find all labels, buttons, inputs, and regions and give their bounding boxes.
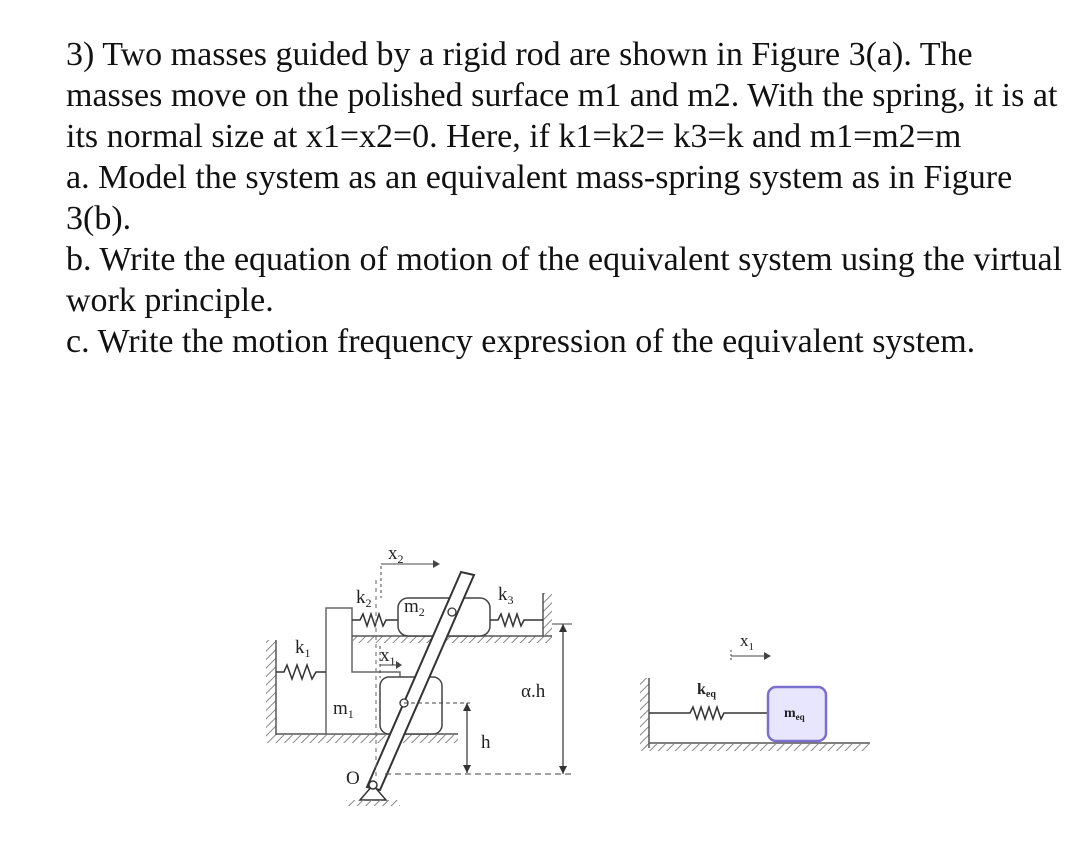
- k1-sub: 1: [304, 646, 311, 660]
- x2-label: x: [388, 543, 398, 564]
- x1-sub: 1: [389, 654, 396, 668]
- k2-label: k: [356, 587, 366, 608]
- m2-label: m: [404, 596, 419, 617]
- keq-sub: eq: [705, 689, 716, 700]
- h-label: h: [481, 732, 491, 753]
- pivot-label: O: [346, 768, 360, 789]
- figure-3b: [640, 631, 870, 751]
- right-wall: [543, 593, 552, 636]
- spring-keq: [649, 707, 768, 719]
- pivot-ground: [346, 800, 400, 806]
- problem-part-a: a. Model the system as an equivalent mass-spring system as in Figure 3(b).: [66, 159, 1013, 237]
- bottom-ground: [266, 735, 458, 743]
- svg-text:x1: [380, 645, 396, 668]
- x2-sub: 2: [397, 552, 404, 566]
- pivot-pin: [369, 781, 377, 789]
- eq-ground: [640, 744, 870, 751]
- meq-sub: eq: [795, 712, 805, 722]
- problem-intro: 3) Two masses guided by a rigid rod are shown in Figure 3(a). The masses move on the polished surface m1 and m2. With the spring, it is at its normal size at x1=x2=0. Here, if k1=k2= k3=k and m1=m2=m: [66, 36, 1058, 155]
- m2-sub: 2: [418, 605, 425, 619]
- k1-label: k: [295, 637, 305, 658]
- svg-text:keq: [697, 681, 716, 700]
- svg-text:x2: [388, 543, 404, 566]
- spring-k1: [276, 665, 326, 679]
- rod-pin-m2: [448, 608, 456, 616]
- figure-3a: [266, 543, 572, 806]
- spring-k3: [490, 614, 543, 626]
- svg-text:k2: [356, 587, 372, 610]
- spring-k2: [352, 614, 398, 626]
- svg-text:x1: [740, 631, 754, 653]
- eq-wall: [640, 678, 649, 748]
- x1-label: x: [380, 645, 390, 666]
- left-wall: [266, 640, 276, 735]
- meq-label: m: [784, 706, 796, 721]
- eq-x1-sub: 1: [748, 641, 754, 653]
- keq-label: k: [697, 681, 706, 698]
- k3-sub: 3: [507, 593, 514, 607]
- m1-sub: 1: [347, 707, 354, 721]
- k3-label: k: [498, 584, 508, 605]
- problem-part-c: c. Write the motion frequency expression of the equivalent system.: [66, 323, 976, 360]
- alpha-h-label: α.h: [521, 681, 546, 702]
- m1-label: m: [333, 698, 348, 719]
- k2-sub: 2: [365, 596, 372, 610]
- problem-part-b: b. Write the equation of motion of the equivalent system using the virtual work principle.: [66, 241, 1063, 319]
- svg-text:k3: [498, 584, 514, 607]
- upper-shelf: [352, 636, 552, 643]
- eq-x1-label: x: [740, 631, 749, 650]
- svg-text:k1: [295, 637, 311, 660]
